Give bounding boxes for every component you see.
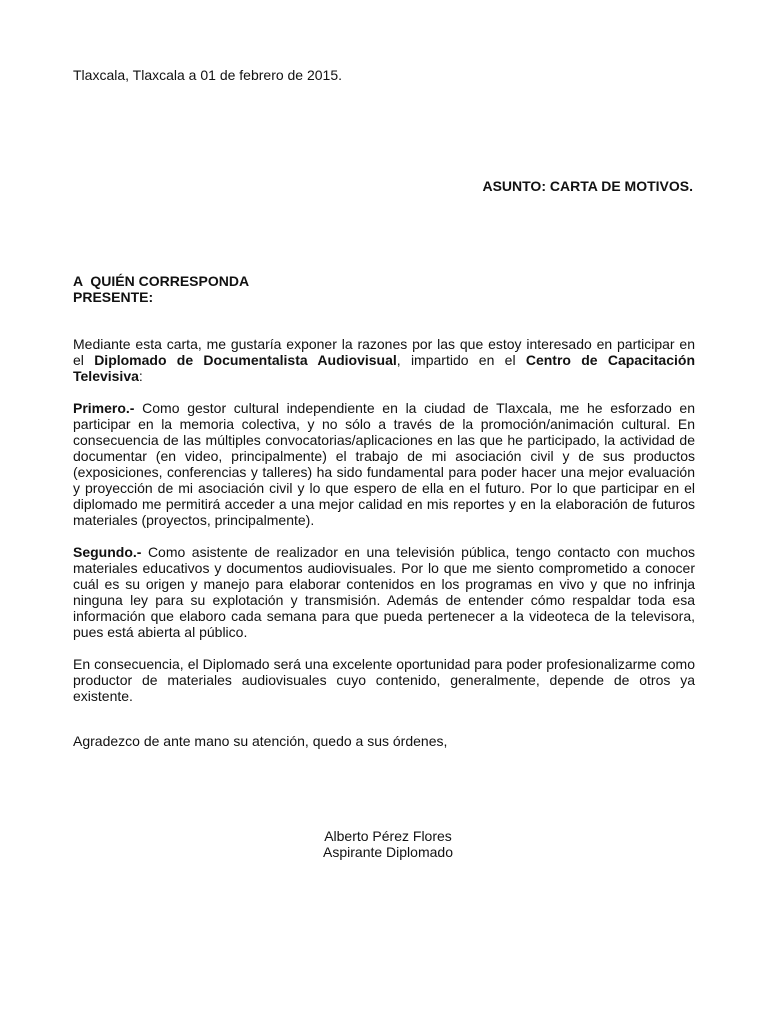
first-reason-paragraph [73, 400, 695, 528]
signature-name: Alberto Pérez Flores [324, 828, 452, 844]
intro-text-2: , impartido en el [396, 352, 526, 368]
addressee-line-2: PRESENTE: [73, 289, 154, 305]
signature-block [318, 828, 458, 860]
intro-text-1: Mediante esta carta, me gustaría exponer la razones por las que estoy interesado en participar en el [73, 336, 695, 368]
subject-line: ASUNTO: CARTA DE MOTIVOS. [482, 178, 693, 194]
second-reason-paragraph [73, 544, 695, 640]
second-reason-label: Segundo.- [73, 544, 142, 560]
second-reason-text: Como asistente de realizador en una televisión pública, tengo contacto con muchos materiales educativos y documentos audiovisuales. Por lo que me siento comprometido a conocer cuál es su origen y manejo para elaborar contenidos en los programas en vivo y que no infrinja ninguna ley para su explotación y transmisión. Además de entender cómo respaldar toda esa información que elaboro cada semana para que pueda pertenecer a la videoteca de la televisora, pues está abierta al público. [73, 544, 695, 640]
intro-text-3: : [138, 368, 143, 384]
first-reason-label: Primero.- [73, 400, 135, 416]
intro-paragraph [73, 336, 695, 384]
closing-line: Agradezco de ante mano su atención, quedo a sus órdenes, [73, 733, 448, 749]
first-reason-text: Como gestor cultural independiente en la ciudad de Tlaxcala, me he esforzado en participar en la memoria colectiva, y no sólo a través de la promoción/animación cultural. En consecuencia de las múltiples convocatorias/aplicaciones en las que he participado, la actividad de documentar (en video, principalmente) el trabajo de mi asociación civil y de sus productos (exposiciones, conferencias y talleres) ha sido fundamental para poder hacer una mejor evaluación y proyección de mi asociación civil y lo que espero de ella en el futuro. Por lo que participar en el diplomado me permitirá acceder a una mejor calidad en mis reportes y en la elaboración de futuros materiales (proyectos, principalmente). [73, 400, 695, 528]
institution-name: Centro de Capacitación Televisiva [73, 352, 695, 384]
place-date: Tlaxcala, Tlaxcala a 01 de febrero de 2015. [73, 67, 343, 83]
conclusion-paragraph: En consecuencia, el Diplomado será una excelente oportunidad para poder profesionalizarme como productor de materiales audiovisuales cuyo contenido, generalmente, depende de otros ya existente. [73, 656, 695, 704]
addressee-line-1: A QUIÉN CORRESPONDA [73, 273, 250, 289]
addressee-block [73, 273, 249, 305]
course-name: Diplomado de Documentalista Audiovisual [94, 352, 397, 368]
signature-title: Aspirante Diplomado [323, 844, 453, 860]
letter-body [73, 336, 695, 704]
